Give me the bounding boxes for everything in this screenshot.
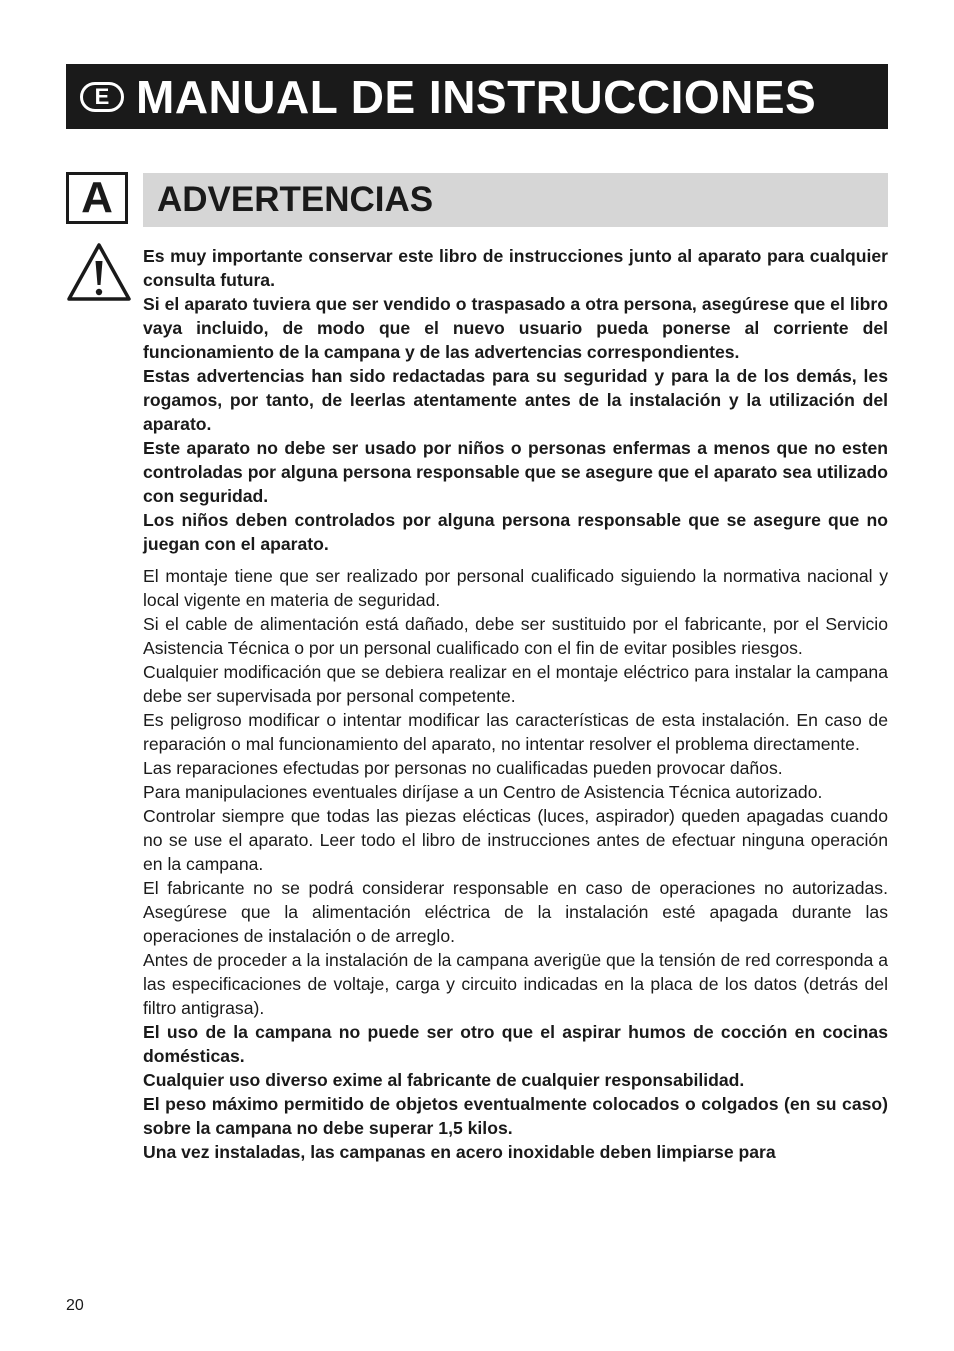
paragraph: Antes de proceder a la instalación de la campana averigüe que la tensión de red corresponda a las especificaciones de voltaje, carga y circuito indicadas en la placa de los datos (detrás del filtro antigrasa). xyxy=(143,950,888,1018)
paragraph: Cualquier uso diverso exime al fabricante de cualquier responsabilidad. xyxy=(143,1070,745,1090)
section-header xyxy=(143,173,888,227)
paragraph: Una vez instaladas, las campanas en acero inoxidable deben limpiarse para xyxy=(143,1142,776,1162)
paragraph: El peso máximo permitido de objetos eventualmente colocados o colgados (en su caso) sobre la campana no debe superar 1,5 kilos. xyxy=(143,1094,888,1138)
section-title: ADVERTENCIAS xyxy=(157,180,434,219)
language-badge: E xyxy=(80,82,124,112)
warning-triangle-icon xyxy=(66,242,132,302)
paragraph: Las reparaciones efectudas por personas no cualificadas pueden provocar daños. xyxy=(143,758,783,778)
paragraph: El fabricante no se podrá considerar responsable en caso de operaciones no autorizadas. Asegúrese que la alimentación eléctrica de la instalación esté apagada durante las operaciones de instalación o de arreglo. xyxy=(143,878,888,946)
paragraph: El uso de la campana no puede ser otro que el aspirar humos de cocción en cocinas domésticas. xyxy=(143,1022,888,1066)
paragraph: Para manipulaciones eventuales diríjase a un Centro de Asistencia Técnica autorizado. xyxy=(143,782,823,802)
page-title: MANUAL DE INSTRUCCIONES xyxy=(136,70,817,123)
page-number: 20 xyxy=(66,1297,84,1314)
paragraph: Los niños deben controlados por alguna persona responsable que se asegure que no juegan con el aparato. xyxy=(143,510,888,554)
paragraph: El montaje tiene que ser realizado por personal cualificado siguiendo la normativa nacional y local vigente en materia de seguridad. xyxy=(143,566,888,610)
paragraph: Estas advertencias han sido redactadas para su seguridad y para la de los demás, les rogamos, por tanto, de leerlas atentamente antes de la instalación y la utilización del aparato. xyxy=(143,366,888,434)
paragraph: Si el aparato tuviera que ser vendido o traspasado a otra persona, asegúrese que el libro vaya incluido, de modo que el nuevo usuario pueda ponerse al corriente del funcionamiento de la campana y de las advertencias correspondientes. xyxy=(143,294,888,362)
paragraph: Controlar siempre que todas las piezas elécticas (luces, aspirador) queden apagadas cuando no se use el aparato. Leer todo el libro de instrucciones antes de efectuar ninguna operación en la campana. xyxy=(143,806,888,874)
warnings-text xyxy=(143,244,888,1164)
paragraph: Cualquier modificación que se debiera realizar en el montaje eléctrico para instalar la campana debe ser supervisada por personal competente. xyxy=(143,662,888,706)
section-letter-box: A xyxy=(66,172,128,224)
manual-title-bar xyxy=(66,64,888,129)
paragraph: Este aparato no debe ser usado por niños o personas enfermas a menos que no esten controladas por alguna persona responsable que se asegure que el aparato sea utilizado con seguridad. xyxy=(143,438,888,506)
paragraph: Es muy importante conservar este libro de instrucciones junto al aparato para cualquier consulta futura. xyxy=(143,246,888,290)
paragraph: Si el cable de alimentación está dañado, debe ser sustituido por el fabricante, por el Servicio Asistencia Técnica o por un personal cualificado con el fin de evitar posibles riesgos. xyxy=(143,614,888,658)
paragraph: Es peligroso modificar o intentar modificar las características de esta instalación. En caso de reparación o mal funcionamiento del aparato, no intentar resolver el problema directamente. xyxy=(143,710,888,754)
